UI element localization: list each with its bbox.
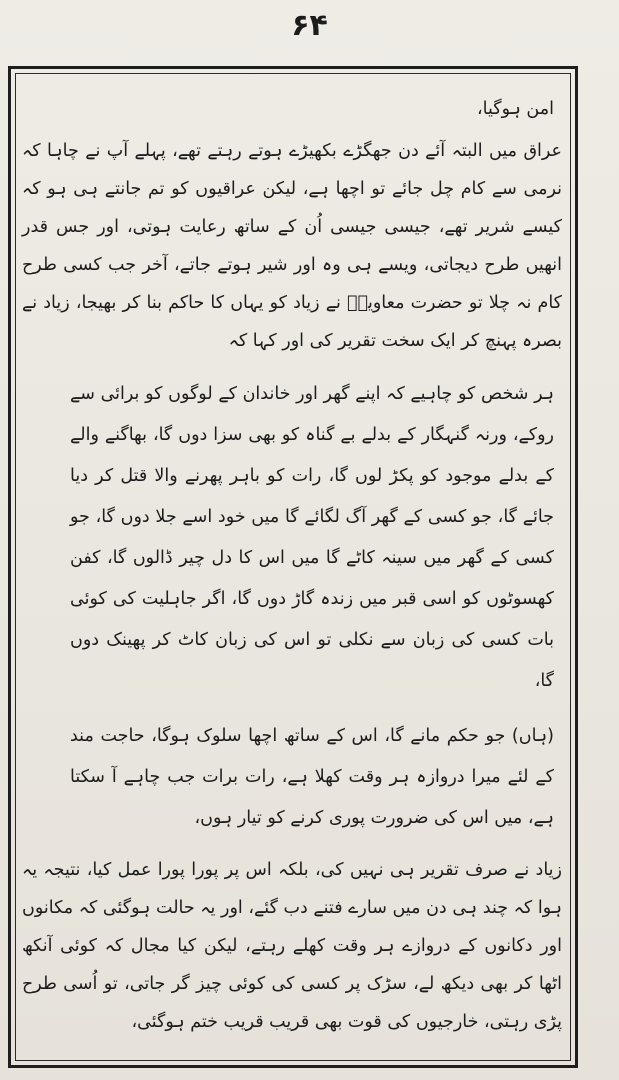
speech-quote: ہر شخص کو چاہیے کہ اپنے گھر اور خاندان کے لوگوں کو برائی سے روکے، ورنہ گنہگار کے بدلے بے گناہ کو بھی سزا دوں گا، بھاگنے والے کے بدلے موجود کو پکڑ لوں گا، رات کو باہر پھرنے والا قتل کر دیا جائے گا، جو کسی کے گھر آگ لگائے گا میں خود اسے جلا دوں گا، جو کسی کے گھر میں سینہ کاٹے گا میں اس کا دل چیر ڈالوں گا، کفن کھسوٹوں کو اسی قبر میں زندہ گاڑ دوں گا، اگر جاہلیت کی کوئی بات کسی کی زبان سے نکلی تو اس کی زبان کاٹ کر پھینک دوں گا،: [70, 384, 554, 691]
body-paragraph: عراق میں البتہ آئے دن جھگڑے بکھیڑے ہوتے رہتے تھے، پہلے آپ نے چاہا کہ نرمی سے کام چل جائے تو اچھا ہے، لیکن عراقیوں کو تم جانتے ہی ہو کہ کیسے شریر تھے، جیسی جیسی اُن کے ساتھ رعایت ہوتی، اور جس قدر انھیں طرح دیجاتی، ویسے ہی وہ اور شیر ہوتے جاتے، آخر جب کسی طرح کام نہ چلا تو حضرت معاویہؓ نے زیاد کو یہاں کا حاکم بنا کر بھیجا، زیاد نے بصرہ پہنچ کر ایک سخت تقریر کی اور کہا کہ: [22, 141, 562, 351]
closing-paragraph: زیاد نے صرف تقریر ہی نہیں کی، بلکہ اس پر پورا پورا عمل کیا، نتیجہ یہ ہوا کہ چند ہی دن میں سارے فتنے دب گئے، اور یہ حالت ہوگئی کہ مکانوں اور دکانوں کے دروازے ہر وقت کھلے رہتے، لیکن کیا مجال کہ کوئی آنکھ اٹھا کر بھی دیکھ لے، سڑک پر کسی کی کوئی چیز گر جاتی، تو اُسی طرح پڑی رہتی، خارجیوں کی قوت بھی قریب قریب ختم ہوگئی،: [22, 860, 562, 1032]
page-number: ۶۴: [291, 8, 328, 43]
opening-line: امن ہوگیا،: [476, 99, 554, 119]
speech-quote: (ہاں) جو حکم مانے گا، اس کے ساتھ اچھا سلوک ہوگا، حاجت مند کے لئے میرا دروازہ ہر وقت کھلا ہے، رات برات جب چاہے آ سکتا ہے، میں اس کی ضرورت پوری کرنے کو تیار ہوں،: [70, 726, 554, 828]
page-body: [22, 90, 562, 1041]
